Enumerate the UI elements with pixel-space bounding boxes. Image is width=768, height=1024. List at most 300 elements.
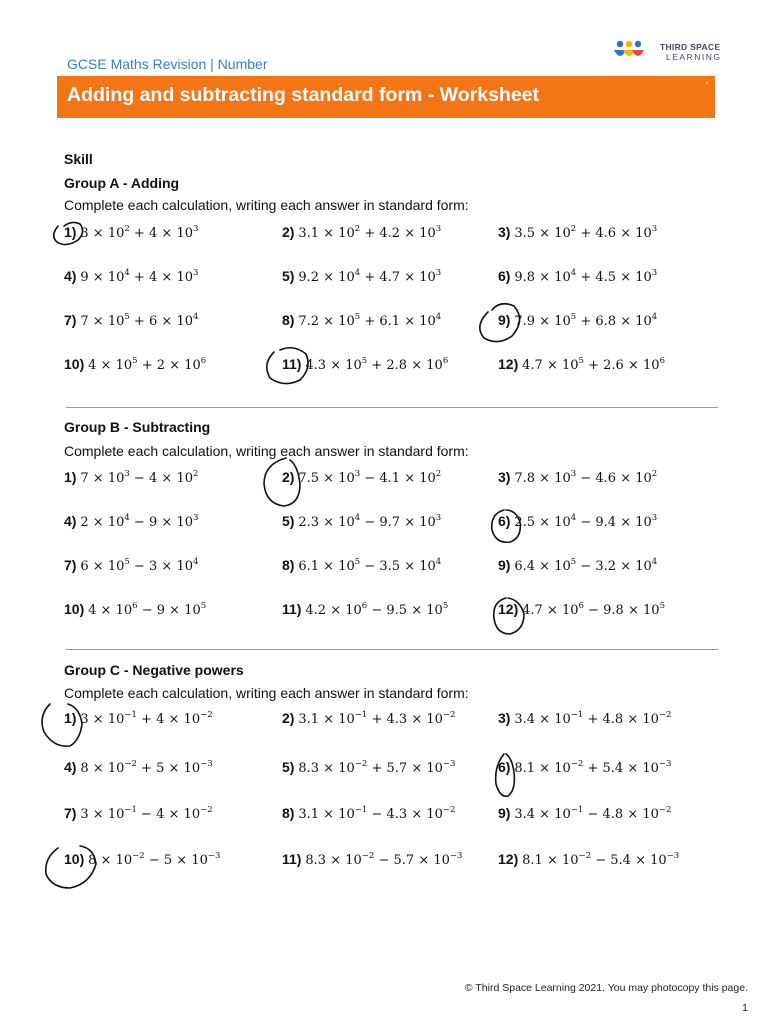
question-number: 9) (498, 557, 511, 573)
operator: + (587, 712, 599, 727)
exponent-b: 4 (192, 312, 199, 322)
operator: + (580, 270, 592, 285)
base-ten: 10 (176, 471, 193, 486)
coefficient-b: 4.7 (379, 270, 401, 285)
coefficient-a: 2.5 (514, 515, 536, 530)
coefficient-a: 3 (80, 807, 89, 822)
question-number: 8) (282, 805, 295, 821)
times-sign: × (620, 226, 632, 241)
exponent-a: −1 (354, 805, 368, 815)
times-sign: × (620, 314, 632, 329)
question-expression (522, 603, 665, 618)
base-ten: 10 (338, 226, 355, 241)
exponent-b: 3 (435, 224, 442, 234)
question-number: 4) (64, 759, 77, 775)
base-ten: 10 (338, 559, 355, 574)
base-ten: 10 (107, 515, 125, 530)
coefficient-b: 4.6 (595, 471, 617, 486)
question-expression (298, 270, 441, 285)
exponent-a: 5 (354, 312, 361, 322)
base-ten: 10 (635, 471, 652, 486)
question-expression (80, 515, 198, 530)
times-sign: × (627, 603, 639, 618)
question-expression (80, 471, 198, 486)
question-number: 5) (282, 759, 295, 775)
question-number: 6) (498, 268, 511, 284)
question-expression (80, 226, 198, 241)
coefficient-b: 9 (148, 515, 158, 530)
exponent-a: 4 (354, 268, 361, 278)
operator: − (148, 853, 160, 868)
operator: − (133, 471, 145, 486)
exponent-a: −2 (578, 851, 592, 861)
times-sign: × (411, 761, 423, 776)
exponent-a: 4 (570, 268, 577, 278)
operator: − (141, 603, 153, 618)
times-sign: × (330, 853, 342, 868)
exponent-a: −1 (570, 710, 584, 720)
question-item (498, 312, 657, 329)
base-ten: 10 (183, 761, 201, 776)
operator: − (133, 515, 145, 530)
question-expression (514, 471, 657, 486)
question-expression (514, 226, 657, 241)
times-sign: × (323, 515, 335, 530)
exponent-b: −2 (200, 805, 213, 815)
times-sign: × (620, 559, 632, 574)
question-item (64, 268, 198, 285)
times-sign: × (100, 853, 112, 868)
group-instruction: Complete each calculation, writing each answer in standard form: (64, 685, 469, 701)
question-number: 3) (498, 710, 511, 726)
exponent-a: 2 (354, 224, 361, 234)
coefficient-a: 2 (80, 515, 89, 530)
base-ten: 10 (183, 712, 201, 727)
base-ten: 10 (642, 761, 659, 776)
coefficient-b: 4.6 (595, 226, 617, 241)
coefficient-b: 5.4 (602, 761, 624, 776)
question-expression (298, 761, 455, 776)
exponent-b: 3 (435, 268, 442, 278)
question-item (64, 224, 198, 241)
coefficient-b: 4 (148, 270, 158, 285)
question-item (64, 710, 213, 727)
times-sign: × (539, 270, 551, 285)
coefficient-a: 8.1 (514, 761, 536, 776)
question-expression (305, 853, 462, 868)
base-ten: 10 (184, 358, 201, 373)
skill-label: Skill (64, 151, 93, 167)
question-expression (88, 603, 206, 618)
question-number: 4) (64, 268, 77, 284)
exponent-b: −3 (207, 851, 221, 861)
base-ten: 10 (176, 314, 193, 329)
exponent-a: −2 (132, 851, 145, 861)
base-ten: 10 (107, 807, 125, 822)
base-ten: 10 (554, 807, 571, 822)
question-item (498, 513, 657, 530)
exponent-a: 5 (570, 557, 577, 567)
operator: − (587, 807, 599, 822)
base-ten: 10 (191, 853, 208, 868)
base-ten: 10 (338, 712, 355, 727)
exponent-b: 4 (435, 312, 442, 322)
exponent-b: −2 (200, 710, 213, 720)
times-sign: × (92, 515, 104, 530)
operator: − (595, 853, 607, 868)
base-ten: 10 (345, 853, 362, 868)
times-sign: × (411, 807, 423, 822)
exponent-b: 3 (651, 268, 658, 278)
question-expression (305, 358, 448, 373)
base-ten: 10 (419, 226, 436, 241)
times-sign: × (627, 761, 639, 776)
base-ten: 10 (433, 853, 450, 868)
base-ten: 10 (554, 761, 571, 776)
exponent-a: 3 (570, 469, 577, 479)
section-divider (66, 407, 718, 408)
exponent-b: −3 (658, 759, 672, 769)
question-item (498, 759, 671, 776)
title-banner (57, 76, 715, 118)
question-expression (514, 515, 657, 530)
times-sign: × (620, 515, 632, 530)
group-instruction: Complete each calculation, writing each answer in standard form: (64, 197, 469, 213)
base-ten: 10 (554, 314, 571, 329)
times-sign: × (539, 559, 551, 574)
coefficient-a: 7.2 (298, 314, 320, 329)
times-sign: × (169, 358, 181, 373)
question-item (64, 851, 220, 868)
operator: + (364, 270, 376, 285)
coefficient-a: 3 (80, 712, 89, 727)
operator: + (141, 712, 152, 727)
operator: − (371, 603, 383, 618)
times-sign: × (161, 559, 173, 574)
operator: + (588, 358, 600, 373)
times-sign: × (404, 471, 416, 486)
operator: − (364, 515, 376, 530)
question-number: 2) (282, 224, 295, 240)
question-expression (514, 270, 657, 285)
times-sign: × (404, 226, 416, 241)
base-ten: 10 (107, 270, 125, 285)
operator: + (133, 226, 145, 241)
coefficient-a: 6.1 (298, 559, 320, 574)
coefficient-b: 2.8 (386, 358, 408, 373)
worksheet-title: Adding and subtracting standard form - Worksheet (67, 84, 540, 106)
question-item (64, 557, 198, 574)
base-ten: 10 (419, 471, 436, 486)
base-ten: 10 (107, 761, 125, 776)
exponent-b: 3 (192, 268, 199, 278)
operator: − (378, 853, 390, 868)
coefficient-a: 8.1 (522, 853, 543, 868)
coefficient-a: 9.2 (298, 270, 320, 285)
logo-line-1: THIRD SPACE (660, 42, 721, 52)
times-sign: × (323, 712, 335, 727)
operator: + (133, 314, 145, 329)
exponent-b: 6 (442, 356, 449, 366)
exponent-b: 5 (659, 601, 665, 611)
question-item (282, 312, 441, 329)
question-expression (298, 226, 441, 241)
group-title: Group B - Subtracting (64, 419, 211, 435)
question-item (498, 851, 679, 868)
base-ten: 10 (338, 471, 355, 486)
group-instruction: Complete each calculation, writing each answer in standard form: (64, 443, 469, 459)
question-item (498, 356, 665, 373)
question-number: 3) (498, 224, 511, 240)
base-ten: 10 (176, 559, 193, 574)
times-sign: × (404, 515, 416, 530)
exponent-a: 6 (578, 601, 584, 611)
base-ten: 10 (426, 358, 443, 373)
question-expression (305, 603, 448, 618)
base-ten: 10 (643, 603, 660, 618)
operator: + (364, 226, 376, 241)
exponent-a: 6 (361, 601, 368, 611)
question-number: 9) (498, 312, 511, 328)
coefficient-b: 3.2 (595, 559, 617, 574)
exponent-b: 4 (651, 557, 658, 567)
operator: − (133, 559, 145, 574)
exponent-a: 5 (361, 356, 368, 366)
times-sign: × (323, 270, 335, 285)
base-ten: 10 (635, 559, 652, 574)
coefficient-b: 2.6 (603, 358, 624, 373)
exponent-a: 2 (124, 224, 130, 234)
exponent-a: −2 (361, 851, 375, 861)
base-ten: 10 (643, 358, 660, 373)
coefficient-a: 4.7 (522, 358, 543, 373)
question-item (282, 469, 441, 486)
exponent-a: 3 (354, 469, 361, 479)
base-ten: 10 (554, 270, 571, 285)
question-item (282, 805, 455, 822)
question-number: 11) (282, 356, 302, 372)
question-number: 8) (282, 312, 295, 328)
times-sign: × (161, 515, 173, 530)
times-sign: × (539, 761, 551, 776)
question-item (498, 710, 671, 727)
question-number: 7) (64, 557, 77, 573)
base-ten: 10 (419, 270, 436, 285)
base-ten: 10 (554, 559, 571, 574)
exponent-b: 4 (435, 557, 442, 567)
question-expression (80, 712, 212, 727)
coefficient-b: 4 (156, 807, 165, 822)
coefficient-a: 8 (88, 853, 97, 868)
coefficient-b: 4.8 (602, 712, 624, 727)
exponent-b: −3 (200, 759, 213, 769)
exponent-b: −2 (442, 805, 456, 815)
exponent-a: 6 (132, 601, 138, 611)
times-sign: × (404, 270, 416, 285)
base-ten: 10 (635, 515, 652, 530)
question-expression (80, 807, 212, 822)
times-sign: × (168, 712, 180, 727)
times-sign: × (539, 471, 551, 486)
times-sign: × (539, 712, 551, 727)
base-ten: 10 (115, 603, 133, 618)
times-sign: × (546, 603, 558, 618)
question-expression (80, 270, 198, 285)
exponent-a: −1 (124, 710, 137, 720)
exponent-b: 6 (659, 356, 665, 366)
question-item (498, 469, 657, 486)
base-ten: 10 (338, 807, 355, 822)
question-item (64, 759, 213, 776)
question-number: 12) (498, 601, 519, 617)
operator: + (141, 358, 153, 373)
question-expression (80, 314, 198, 329)
operator: + (364, 314, 376, 329)
question-number: 6) (498, 513, 511, 529)
base-ten: 10 (115, 853, 133, 868)
operator: − (364, 471, 376, 486)
operator: − (580, 471, 592, 486)
base-ten: 10 (338, 515, 355, 530)
coefficient-a: 4 (88, 603, 97, 618)
exponent-b: 2 (192, 469, 199, 479)
question-number: 11) (282, 851, 302, 867)
base-ten: 10 (107, 712, 125, 727)
base-ten: 10 (635, 314, 652, 329)
question-number: 4) (64, 513, 77, 529)
times-sign: × (161, 471, 173, 486)
copyright-footer: © Third Space Learning 2021. You may photocopy this page. (464, 982, 748, 994)
times-sign: × (92, 559, 104, 574)
question-number: 1) (64, 469, 77, 485)
operator: − (580, 559, 592, 574)
question-number: 12) (498, 356, 519, 372)
base-ten: 10 (426, 761, 443, 776)
times-sign: × (92, 807, 104, 822)
operator: + (371, 761, 383, 776)
base-ten: 10 (635, 226, 652, 241)
coefficient-b: 5.7 (393, 853, 415, 868)
base-ten: 10 (650, 853, 667, 868)
operator: + (141, 761, 152, 776)
exponent-a: −1 (354, 710, 368, 720)
coefficient-a: 4.2 (305, 603, 327, 618)
question-number: 8) (282, 557, 295, 573)
group-title: Group C - Negative powers (64, 662, 244, 678)
coefficient-b: 3 (148, 559, 158, 574)
times-sign: × (168, 807, 180, 822)
base-ten: 10 (554, 226, 571, 241)
question-number: 3) (498, 469, 511, 485)
coefficient-b: 9.7 (379, 515, 401, 530)
coefficient-b: 5 (163, 853, 173, 868)
question-item (498, 268, 657, 285)
exponent-a: 2 (570, 224, 577, 234)
operator: − (364, 559, 376, 574)
times-sign: × (168, 761, 180, 776)
logo-line-2: LEARNING (666, 52, 722, 62)
question-item (282, 268, 441, 285)
exponent-b: 3 (651, 513, 658, 523)
times-sign: × (176, 853, 188, 868)
question-expression (88, 358, 206, 373)
times-sign: × (323, 807, 335, 822)
exponent-a: 5 (354, 557, 361, 567)
question-number: 7) (64, 805, 77, 821)
exponent-a: −1 (124, 805, 137, 815)
times-sign: × (92, 761, 104, 776)
times-sign: × (161, 314, 173, 329)
exponent-b: −2 (442, 710, 456, 720)
times-sign: × (627, 358, 639, 373)
coefficient-a: 3.4 (514, 712, 536, 727)
exponent-b: 2 (651, 469, 658, 479)
times-sign: × (404, 559, 416, 574)
exponent-a: 5 (124, 557, 130, 567)
coefficient-b: 9.4 (595, 515, 617, 530)
question-item (498, 601, 665, 618)
coefficient-a: 4.3 (305, 358, 327, 373)
question-item (498, 557, 657, 574)
exponent-a: 5 (132, 356, 138, 366)
times-sign: × (546, 853, 558, 868)
times-sign: × (323, 226, 335, 241)
coefficient-a: 3.1 (298, 226, 320, 241)
question-item (64, 356, 206, 373)
question-expression (298, 471, 441, 486)
coefficient-b: 4 (148, 471, 158, 486)
question-expression (514, 559, 657, 574)
coefficient-b: 4.5 (595, 270, 617, 285)
coefficient-b: 9.8 (603, 603, 624, 618)
times-sign: × (635, 853, 646, 868)
group-title: Group A - Adding (64, 175, 180, 191)
base-ten: 10 (183, 807, 201, 822)
exponent-b: −2 (658, 710, 672, 720)
question-item (282, 759, 455, 776)
question-item (282, 356, 448, 373)
coefficient-a: 6 (80, 559, 89, 574)
coefficient-a: 4.7 (522, 603, 543, 618)
coefficient-b: 4.3 (386, 712, 408, 727)
coefficient-b: 9.5 (386, 603, 408, 618)
question-number: 6) (498, 759, 511, 775)
times-sign: × (411, 712, 423, 727)
exponent-a: −2 (354, 759, 368, 769)
coefficient-b: 5 (156, 761, 165, 776)
times-sign: × (323, 559, 335, 574)
times-sign: × (411, 358, 423, 373)
operator: − (371, 807, 383, 822)
question-number: 1) (64, 224, 77, 240)
coefficient-a: 8.3 (298, 761, 320, 776)
base-ten: 10 (176, 226, 193, 241)
question-expression (514, 761, 671, 776)
base-ten: 10 (642, 807, 659, 822)
times-sign: × (161, 270, 173, 285)
question-number: 10) (64, 356, 85, 372)
question-expression (88, 853, 220, 868)
base-ten: 10 (115, 358, 133, 373)
operator: − (588, 603, 600, 618)
coefficient-a: 7 (80, 471, 89, 486)
question-number: 7) (64, 312, 77, 328)
base-ten: 10 (338, 314, 355, 329)
times-sign: × (161, 226, 173, 241)
question-number: 12) (498, 851, 519, 867)
operator: + (580, 226, 592, 241)
times-sign: × (539, 515, 551, 530)
